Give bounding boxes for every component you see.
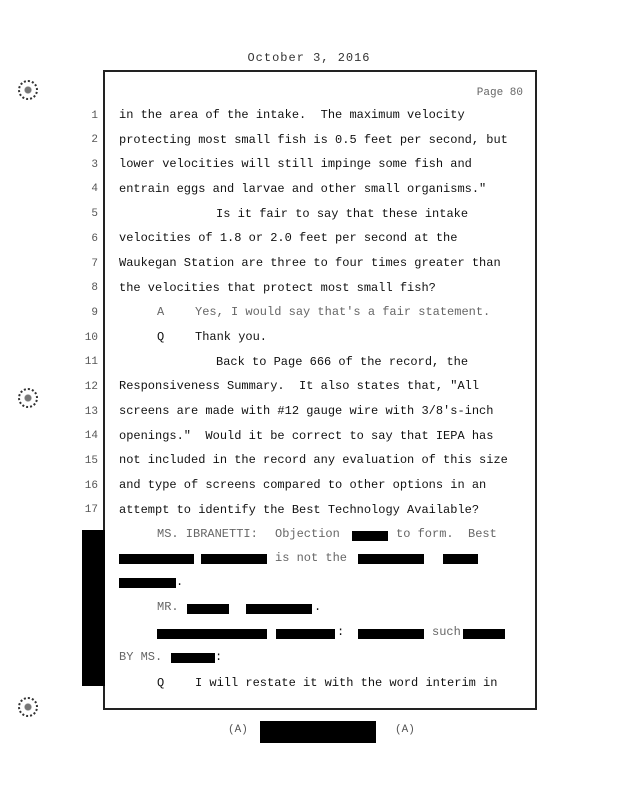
transcript-line: in the area of the intake. The maximum velocity (119, 108, 465, 122)
redaction-block (352, 531, 388, 541)
punch-hole-icon (18, 697, 38, 717)
line-number: 8 (91, 282, 98, 294)
transcript-line: velocities of 1.8 or 2.0 feet per second at the (119, 231, 458, 245)
punch-hole-icon (18, 388, 38, 408)
redaction-block (119, 578, 176, 588)
transcript-line: entrain eggs and larvae and other small organisms." (119, 182, 487, 196)
redacted-line-text: I will restate it with the word interim in (195, 676, 498, 690)
line-number: 7 (91, 258, 98, 270)
footer-left-text: (A) (228, 724, 248, 736)
line-number: 4 (91, 183, 98, 195)
transcript-line: Back to Page 666 of the record, the (216, 355, 469, 369)
line-number: 14 (84, 430, 98, 442)
transcript-line: openings." Would it be correct to say that IEPA has (119, 429, 494, 443)
redacted-line-text: : (337, 625, 345, 639)
redacted-line-text: is not the (275, 551, 348, 565)
transcript-line: screens are made with #12 gauge wire with 3/8's-inch (119, 404, 494, 418)
redaction-block (157, 629, 267, 639)
header-date: October 3, 2016 (247, 51, 371, 65)
line-number: 12 (84, 381, 98, 393)
redaction-block (463, 629, 505, 639)
redacted-line-text: Objection (275, 527, 340, 541)
speaker-label: Q (157, 330, 165, 344)
line-number: 1 (91, 110, 98, 122)
punch-hole-icon (18, 80, 38, 100)
line-number: 2 (91, 134, 98, 146)
redacted-line-text: . (314, 600, 322, 614)
redacted-line-text: such (432, 625, 461, 639)
line-number: 3 (91, 159, 98, 171)
transcript-line: Is it fair to say that these intake (216, 207, 469, 221)
line-number: 11 (84, 356, 98, 368)
line-number: 13 (84, 406, 98, 418)
line-number: 5 (91, 208, 98, 220)
speaker-label: A (157, 305, 165, 319)
line-number: 6 (91, 233, 98, 245)
line-number: 16 (84, 480, 98, 492)
redaction-block (201, 554, 267, 564)
redaction-block (119, 554, 194, 564)
transcript-line: the velocities that protect most small fish? (119, 281, 436, 295)
transcript-line: Thank you. (195, 330, 268, 344)
redacted-line-text: : (215, 650, 223, 664)
line-number: 9 (91, 307, 98, 319)
transcript-line: lower velocities will still impinge some fish and (119, 157, 472, 171)
redaction-block (187, 604, 229, 614)
redaction-block (276, 629, 335, 639)
line-number: 15 (84, 455, 98, 467)
redaction-block (171, 653, 215, 663)
line-number: 10 (84, 332, 98, 344)
transcript-line: attempt to identify the Best Technology Available? (119, 503, 480, 517)
footer-redaction-block (260, 721, 376, 743)
redaction-block (358, 629, 424, 639)
transcript-line: Responsiveness Summary. It also states that, "All (119, 379, 480, 393)
transcript-line: and type of screens compared to other options in an (119, 478, 487, 492)
redaction-block (443, 554, 478, 564)
page-number: Page 80 (476, 87, 523, 99)
footer-right-text: (A) (395, 724, 415, 736)
transcript-line: protecting most small fish is 0.5 feet per second, but (119, 133, 508, 147)
redacted-line-text: MR. (157, 600, 179, 614)
line-number: 17 (84, 504, 98, 516)
redacted-line-text: to form. Best (396, 527, 497, 541)
redaction-block (246, 604, 312, 614)
redaction-block (358, 554, 424, 564)
redacted-line-text: . (176, 575, 184, 589)
redacted-line-text: MS. IBRANETTI: (157, 527, 258, 541)
transcript-line: not included in the record any evaluation of this size (119, 453, 508, 467)
transcript-line: Yes, I would say that's a fair statement. (195, 305, 491, 319)
redacted-line-text: BY MS. (119, 650, 163, 664)
transcript-line: Waukegan Station are three to four times greater than (119, 256, 501, 270)
redaction-bar (82, 530, 105, 686)
speaker-label: Q (157, 676, 165, 690)
